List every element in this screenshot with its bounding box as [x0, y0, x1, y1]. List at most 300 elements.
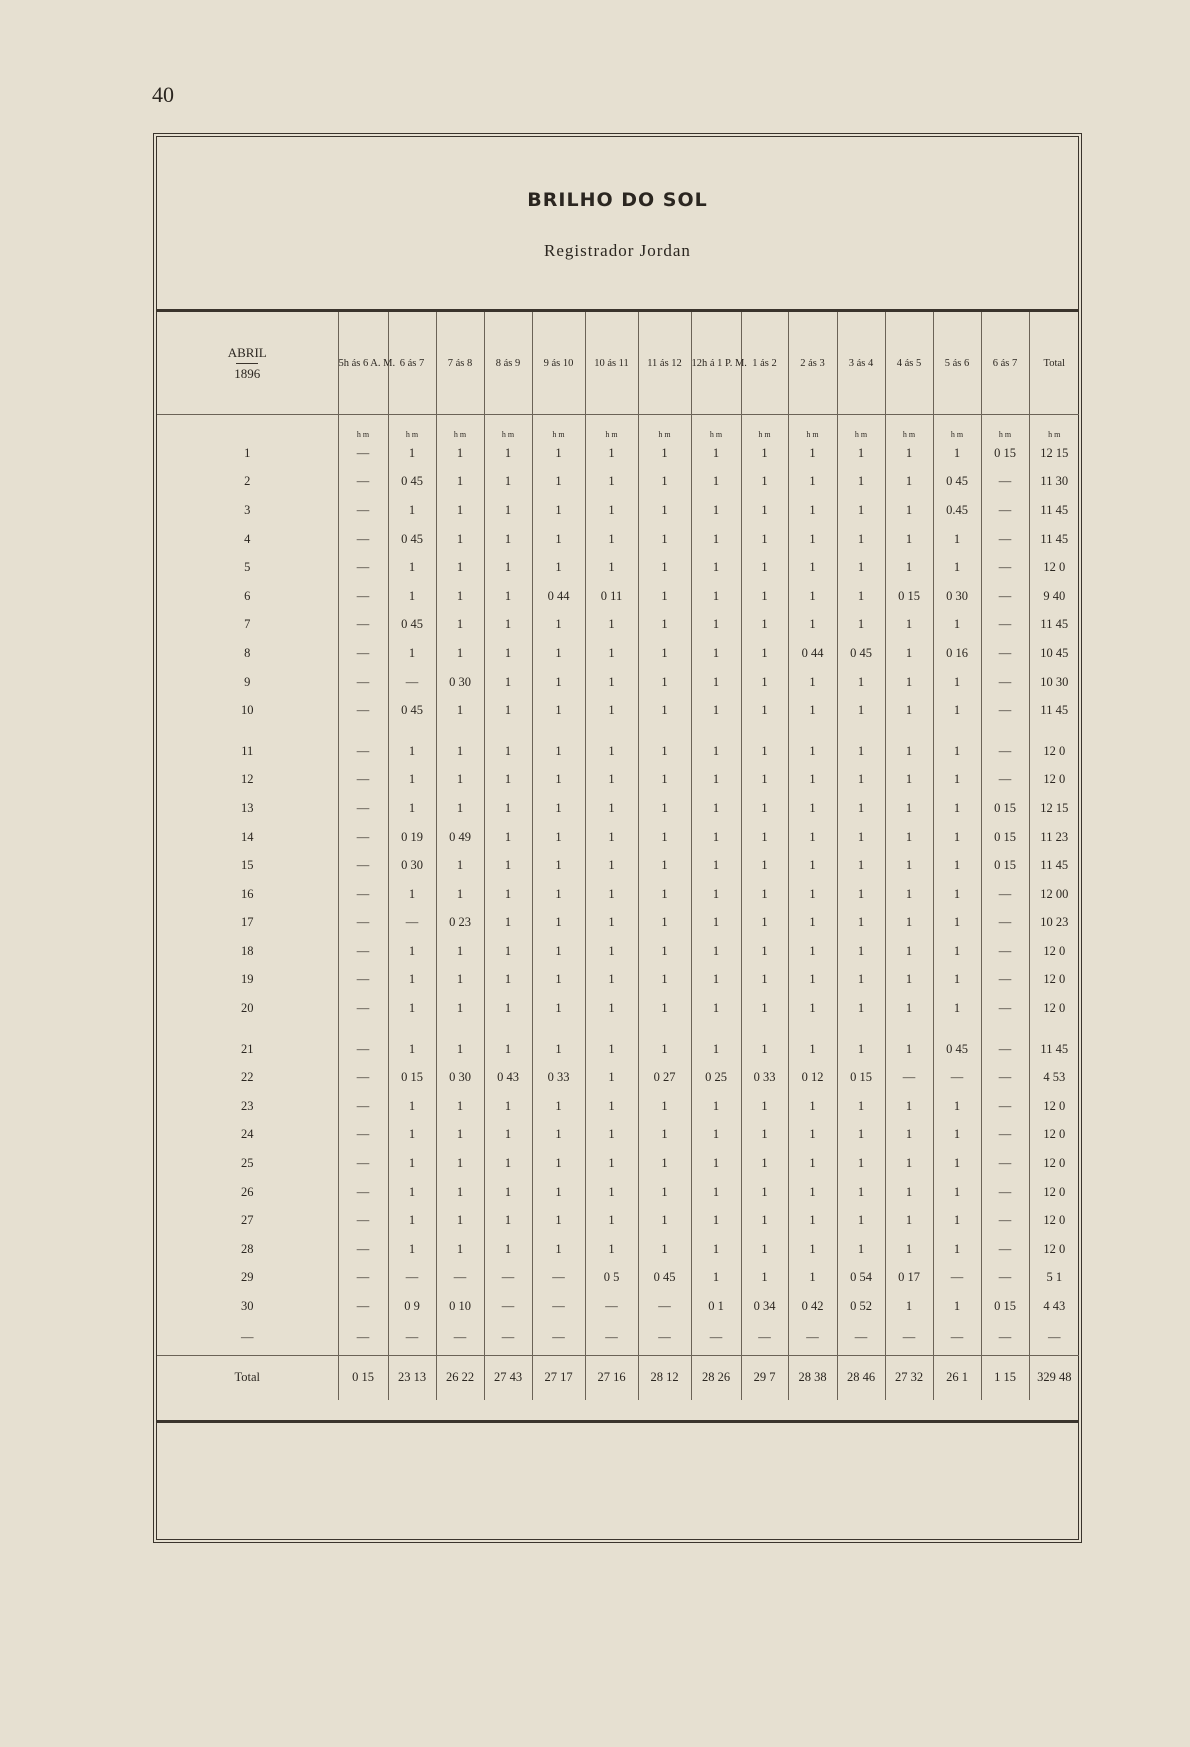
- value-cell: 1: [436, 766, 484, 795]
- day-cell: 2: [244, 474, 251, 489]
- value-cell: 1: [885, 496, 933, 525]
- day-cell: 22: [241, 1070, 254, 1085]
- value-cell: 1: [484, 696, 532, 725]
- table-row: [157, 496, 1079, 525]
- value-cell: 1: [436, 611, 484, 640]
- value-cell: 1: [741, 1264, 788, 1293]
- value-cell: 0 44: [532, 582, 585, 611]
- value-cell: 1: [484, 966, 532, 995]
- value-cell: 1: [788, 1149, 837, 1178]
- value-cell: 1: [741, 994, 788, 1023]
- value-cell: 1: [933, 823, 981, 852]
- value-cell: 4 53: [1029, 1063, 1079, 1092]
- value-cell: 1: [532, 553, 585, 582]
- value-cell: 1: [436, 851, 484, 880]
- value-cell: —: [981, 766, 1029, 795]
- total-cell: 27 16: [585, 1355, 638, 1400]
- value-cell: —: [981, 994, 1029, 1023]
- value-cell: 1: [933, 966, 981, 995]
- total-cell: 29 7: [741, 1355, 788, 1400]
- month-divider: [236, 363, 258, 364]
- value-cell: 1: [532, 696, 585, 725]
- value-cell: 1: [484, 1178, 532, 1207]
- value-cell: 1: [741, 439, 788, 468]
- value-cell: —: [981, 725, 1029, 766]
- value-cell: 4 43: [1029, 1292, 1079, 1321]
- column-header: 8 ás 9: [484, 312, 532, 415]
- value-cell: 1: [585, 1149, 638, 1178]
- value-cell: —: [532, 1264, 585, 1293]
- value-cell: 1: [484, 1023, 532, 1064]
- value-cell: 0 45: [388, 525, 436, 554]
- value-cell: 1: [691, 1121, 741, 1150]
- column-header: 3 ás 4: [837, 312, 885, 415]
- value-cell: 1: [532, 439, 585, 468]
- value-cell: 1: [837, 1121, 885, 1150]
- value-cell: 1: [638, 525, 691, 554]
- value-cell: —: [933, 1264, 981, 1293]
- value-cell: 0 45: [933, 1023, 981, 1064]
- value-cell: 1: [532, 1092, 585, 1121]
- value-cell: 11 45: [1029, 696, 1079, 725]
- separator-cell: —: [837, 1321, 885, 1356]
- value-cell: 1: [788, 880, 837, 909]
- table-body: [157, 415, 1079, 1400]
- separator-cell: —: [436, 1321, 484, 1356]
- value-cell: 1: [585, 1178, 638, 1207]
- value-cell: 1: [837, 696, 885, 725]
- value-cell: 1: [885, 1178, 933, 1207]
- value-cell: 1: [837, 668, 885, 697]
- value-cell: 12 15: [1029, 439, 1079, 468]
- table-row: [157, 909, 1079, 938]
- value-cell: 1: [788, 1092, 837, 1121]
- value-cell: 1: [484, 668, 532, 697]
- value-cell: 1: [436, 1023, 484, 1064]
- value-cell: 1: [638, 582, 691, 611]
- day-cell: 29: [241, 1270, 254, 1285]
- total-cell: 28 12: [638, 1355, 691, 1400]
- value-cell: 1: [691, 668, 741, 697]
- value-cell: 1: [837, 468, 885, 497]
- table-row: [157, 668, 1079, 697]
- value-cell: 1: [788, 1023, 837, 1064]
- value-cell: 1: [837, 496, 885, 525]
- value-cell: 1: [638, 823, 691, 852]
- value-cell: 1: [585, 639, 638, 668]
- value-cell: 0 15: [885, 582, 933, 611]
- value-cell: —: [981, 496, 1029, 525]
- separator-cell: —: [241, 1330, 254, 1345]
- value-cell: 1: [436, 439, 484, 468]
- value-cell: 1: [788, 1206, 837, 1235]
- value-cell: 1: [436, 639, 484, 668]
- column-header: 12h á 1 P. M.: [691, 312, 741, 415]
- value-cell: 1: [837, 880, 885, 909]
- value-cell: 0 52: [837, 1292, 885, 1321]
- value-cell: 1: [638, 439, 691, 468]
- value-cell: 1: [638, 668, 691, 697]
- value-cell: 1: [837, 1206, 885, 1235]
- value-cell: 1: [933, 994, 981, 1023]
- value-cell: 0 11: [585, 582, 638, 611]
- separator-cell: —: [585, 1321, 638, 1356]
- value-cell: 1: [885, 794, 933, 823]
- value-cell: 1: [638, 639, 691, 668]
- total-cell: 27 32: [885, 1355, 933, 1400]
- value-cell: 1: [885, 639, 933, 668]
- value-cell: 1: [436, 496, 484, 525]
- value-cell: 1: [837, 611, 885, 640]
- value-cell: 1: [484, 1149, 532, 1178]
- day-cell: 21: [241, 1041, 254, 1056]
- value-cell: 1: [585, 794, 638, 823]
- value-cell: —: [981, 1235, 1029, 1264]
- value-cell: 1: [741, 851, 788, 880]
- value-cell: 1: [741, 725, 788, 766]
- column-header: 4 ás 5: [885, 312, 933, 415]
- value-cell: 1: [532, 966, 585, 995]
- value-cell: 1: [585, 766, 638, 795]
- value-cell: 1: [638, 1178, 691, 1207]
- value-cell: 11 45: [1029, 1023, 1079, 1064]
- value-cell: 1: [585, 1121, 638, 1150]
- value-cell: 1: [691, 468, 741, 497]
- day-cell: 6: [244, 588, 251, 603]
- value-cell: —: [638, 1292, 691, 1321]
- value-cell: 12 0: [1029, 1235, 1079, 1264]
- value-cell: 1: [436, 553, 484, 582]
- value-cell: 1: [885, 1121, 933, 1150]
- value-cell: 1: [933, 1121, 981, 1150]
- column-header: 11 ás 12: [638, 312, 691, 415]
- value-cell: 1: [741, 909, 788, 938]
- value-cell: —: [981, 1264, 1029, 1293]
- value-cell: 1: [638, 909, 691, 938]
- value-cell: 1: [585, 668, 638, 697]
- value-cell: 1: [933, 525, 981, 554]
- value-cell: —: [981, 1121, 1029, 1150]
- value-cell: 1: [484, 1121, 532, 1150]
- unit-cell: h m: [484, 415, 532, 440]
- value-cell: 1: [837, 823, 885, 852]
- value-cell: 1: [585, 966, 638, 995]
- value-cell: 1: [741, 937, 788, 966]
- value-cell: —: [338, 1178, 388, 1207]
- value-cell: 0 45: [388, 468, 436, 497]
- value-cell: —: [338, 611, 388, 640]
- value-cell: 1: [741, 823, 788, 852]
- value-cell: —: [338, 696, 388, 725]
- value-cell: 1: [585, 611, 638, 640]
- page-subtitle: Registrador Jordan: [544, 241, 691, 260]
- table-row: [157, 696, 1079, 725]
- table-row: [157, 966, 1079, 995]
- value-cell: 1: [885, 553, 933, 582]
- value-cell: 1: [885, 766, 933, 795]
- value-cell: —: [436, 1264, 484, 1293]
- value-cell: —: [981, 909, 1029, 938]
- value-cell: 9 40: [1029, 582, 1079, 611]
- value-cell: 1: [532, 794, 585, 823]
- value-cell: 1: [691, 1092, 741, 1121]
- value-cell: 1: [788, 611, 837, 640]
- units-spacer: [157, 415, 338, 440]
- value-cell: 1: [691, 909, 741, 938]
- value-cell: 1: [585, 553, 638, 582]
- day-cell: 23: [241, 1098, 254, 1113]
- value-cell: —: [885, 1063, 933, 1092]
- value-cell: 0 45: [933, 468, 981, 497]
- table-row: [157, 1235, 1079, 1264]
- day-cell: 10: [241, 703, 254, 718]
- value-cell: 1: [532, 880, 585, 909]
- column-header: 10 ás 11: [585, 312, 638, 415]
- unit-cell: h m: [691, 415, 741, 440]
- value-cell: 1: [741, 696, 788, 725]
- value-cell: 1: [885, 1092, 933, 1121]
- table-row: [157, 1178, 1079, 1207]
- value-cell: 1: [691, 1149, 741, 1178]
- value-cell: 12 0: [1029, 725, 1079, 766]
- day-cell: 14: [241, 829, 254, 844]
- value-cell: 1: [585, 880, 638, 909]
- day-cell: 27: [241, 1213, 254, 1228]
- value-cell: 1: [933, 611, 981, 640]
- sunshine-table: [157, 312, 1079, 1400]
- value-cell: 1: [484, 880, 532, 909]
- value-cell: 1: [638, 611, 691, 640]
- value-cell: 1: [885, 525, 933, 554]
- day-cell: 30: [241, 1299, 254, 1314]
- value-cell: —: [338, 668, 388, 697]
- value-cell: 1: [484, 909, 532, 938]
- value-cell: —: [484, 1264, 532, 1293]
- column-header: 9 ás 10: [532, 312, 585, 415]
- value-cell: —: [338, 794, 388, 823]
- day-cell: 20: [241, 1001, 254, 1016]
- value-cell: 1: [837, 1178, 885, 1207]
- value-cell: 1: [436, 725, 484, 766]
- separator-cell: —: [338, 1321, 388, 1356]
- value-cell: 1: [788, 668, 837, 697]
- unit-cell: h m: [532, 415, 585, 440]
- value-cell: 1: [933, 766, 981, 795]
- value-cell: 1: [532, 766, 585, 795]
- value-cell: 1: [885, 851, 933, 880]
- value-cell: 1: [436, 582, 484, 611]
- value-cell: 1: [532, 725, 585, 766]
- value-cell: 1: [933, 1235, 981, 1264]
- value-cell: 0 30: [436, 1063, 484, 1092]
- value-cell: 12 0: [1029, 937, 1079, 966]
- value-cell: 1: [638, 496, 691, 525]
- separator-cell: —: [981, 1321, 1029, 1356]
- value-cell: 1: [885, 439, 933, 468]
- column-header: 7 ás 8: [436, 312, 484, 415]
- value-cell: 1: [933, 668, 981, 697]
- value-cell: —: [981, 611, 1029, 640]
- value-cell: 1: [484, 994, 532, 1023]
- value-cell: 12 0: [1029, 966, 1079, 995]
- value-cell: 1: [585, 525, 638, 554]
- value-cell: 1: [837, 994, 885, 1023]
- value-cell: 1: [436, 794, 484, 823]
- value-cell: 0 10: [436, 1292, 484, 1321]
- day-cell: 16: [241, 886, 254, 901]
- value-cell: 1: [691, 1206, 741, 1235]
- value-cell: —: [981, 1206, 1029, 1235]
- value-cell: 1: [388, 1178, 436, 1207]
- value-cell: 1: [741, 525, 788, 554]
- value-cell: 1: [885, 696, 933, 725]
- value-cell: 1: [638, 794, 691, 823]
- value-cell: 12 0: [1029, 766, 1079, 795]
- value-cell: 0 27: [638, 1063, 691, 1092]
- value-cell: 1: [691, 439, 741, 468]
- value-cell: 1: [788, 937, 837, 966]
- value-cell: 1: [741, 611, 788, 640]
- day-cell: 3: [244, 502, 251, 517]
- day-cell: 25: [241, 1156, 254, 1171]
- value-cell: 1: [691, 582, 741, 611]
- value-cell: 0 45: [388, 611, 436, 640]
- value-cell: —: [338, 1063, 388, 1092]
- table-row: [157, 823, 1079, 852]
- value-cell: 1: [933, 553, 981, 582]
- value-cell: 0 30: [436, 668, 484, 697]
- value-cell: 1: [885, 725, 933, 766]
- value-cell: 0 15: [981, 823, 1029, 852]
- value-cell: 1: [837, 909, 885, 938]
- value-cell: 1: [741, 966, 788, 995]
- value-cell: 0 1: [691, 1292, 741, 1321]
- day-cell: 18: [241, 943, 254, 958]
- value-cell: 0 15: [981, 851, 1029, 880]
- value-cell: 0 43: [484, 1063, 532, 1092]
- value-cell: —: [981, 880, 1029, 909]
- unit-cell: h m: [981, 415, 1029, 440]
- value-cell: 1: [638, 880, 691, 909]
- value-cell: 0 12: [788, 1063, 837, 1092]
- table-row: [157, 1092, 1079, 1121]
- value-cell: 1: [388, 794, 436, 823]
- day-cell: 7: [244, 617, 251, 632]
- page-title: BRILHO DO SOL: [527, 189, 708, 211]
- table-row: [157, 1121, 1079, 1150]
- value-cell: 1: [691, 611, 741, 640]
- day-cell: 5: [244, 560, 251, 575]
- value-cell: —: [981, 639, 1029, 668]
- value-cell: 0 45: [638, 1264, 691, 1293]
- value-cell: 1: [585, 851, 638, 880]
- value-cell: 11 45: [1029, 851, 1079, 880]
- table-row: [157, 994, 1079, 1023]
- value-cell: 1: [638, 1206, 691, 1235]
- value-cell: 0 45: [837, 639, 885, 668]
- value-cell: 1: [691, 966, 741, 995]
- value-cell: 1: [837, 1149, 885, 1178]
- column-header: 2 ás 3: [788, 312, 837, 415]
- value-cell: 1: [885, 1023, 933, 1064]
- value-cell: 1: [484, 1206, 532, 1235]
- value-cell: 0 16: [933, 639, 981, 668]
- value-cell: —: [338, 1264, 388, 1293]
- value-cell: 1: [532, 668, 585, 697]
- value-cell: —: [338, 766, 388, 795]
- value-cell: —: [388, 909, 436, 938]
- value-cell: 1: [885, 994, 933, 1023]
- unit-cell: h m: [436, 415, 484, 440]
- table-row: [157, 851, 1079, 880]
- header-row: [157, 312, 1079, 415]
- value-cell: —: [981, 966, 1029, 995]
- value-cell: 1: [691, 794, 741, 823]
- value-cell: 1: [388, 1023, 436, 1064]
- value-cell: 10 23: [1029, 909, 1079, 938]
- separator-cell: —: [741, 1321, 788, 1356]
- value-cell: 1: [691, 1178, 741, 1207]
- value-cell: 0 30: [388, 851, 436, 880]
- table-row: [157, 766, 1079, 795]
- column-header: 5h ás 6 A. M.: [338, 312, 388, 415]
- value-cell: 1: [741, 1092, 788, 1121]
- value-cell: 1: [837, 1235, 885, 1264]
- value-cell: 1: [638, 851, 691, 880]
- table-row: [157, 937, 1079, 966]
- value-cell: 1: [788, 496, 837, 525]
- value-cell: 1: [484, 611, 532, 640]
- value-cell: 5 1: [1029, 1264, 1079, 1293]
- value-cell: 1: [885, 1235, 933, 1264]
- value-cell: 0 23: [436, 909, 484, 938]
- value-cell: —: [338, 1149, 388, 1178]
- table-row: [157, 582, 1079, 611]
- value-cell: 1: [933, 439, 981, 468]
- unit-cell: h m: [788, 415, 837, 440]
- value-cell: 1: [788, 823, 837, 852]
- value-cell: 1: [436, 525, 484, 554]
- column-header: 5 ás 6: [933, 312, 981, 415]
- value-cell: 1: [885, 880, 933, 909]
- value-cell: —: [338, 1092, 388, 1121]
- value-cell: 1: [638, 1149, 691, 1178]
- value-cell: —: [338, 525, 388, 554]
- value-cell: 1: [741, 1235, 788, 1264]
- value-cell: 0 33: [532, 1063, 585, 1092]
- value-cell: 1: [484, 794, 532, 823]
- value-cell: 12 0: [1029, 1149, 1079, 1178]
- value-cell: 1: [788, 794, 837, 823]
- value-cell: 0 19: [388, 823, 436, 852]
- value-cell: 0 49: [436, 823, 484, 852]
- value-cell: 1: [933, 1292, 981, 1321]
- value-cell: 1: [532, 496, 585, 525]
- day-cell: 15: [241, 858, 254, 873]
- value-cell: 1: [388, 1121, 436, 1150]
- value-cell: 1: [484, 553, 532, 582]
- value-cell: 1: [638, 725, 691, 766]
- table-row: [157, 639, 1079, 668]
- value-cell: 1: [638, 1121, 691, 1150]
- value-cell: 1: [837, 525, 885, 554]
- day-cell: 13: [241, 800, 254, 815]
- value-cell: 1: [885, 1292, 933, 1321]
- value-cell: 1: [638, 696, 691, 725]
- value-cell: —: [388, 1264, 436, 1293]
- value-cell: 1: [436, 1092, 484, 1121]
- value-cell: 1: [837, 582, 885, 611]
